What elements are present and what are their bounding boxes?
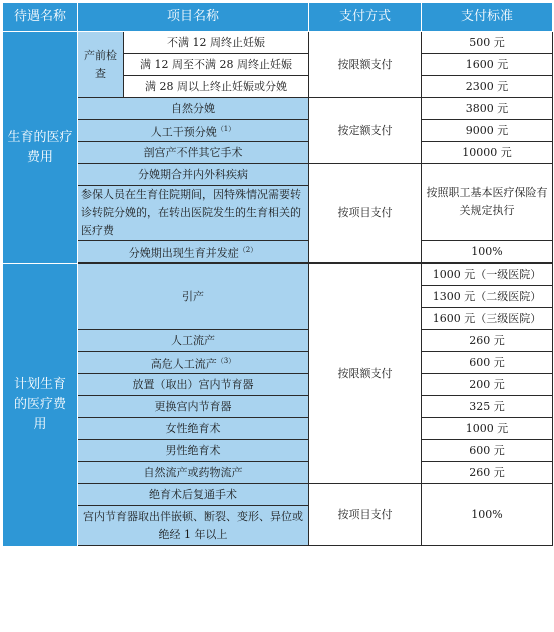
- table-row: [3, 164, 553, 186]
- payment-standard: 1000 元（一级医院）: [422, 264, 553, 286]
- payment-standard: 10000 元: [422, 142, 553, 164]
- payment-standard: 600 元: [422, 352, 553, 374]
- payment-standard: 3800 元: [422, 98, 553, 120]
- item-name: 自然流产或药物流产: [78, 462, 309, 484]
- item-name: 分娩期出现生育并发症$^{(2)}$: [78, 241, 309, 263]
- payment-method: 按限额支付: [309, 264, 422, 484]
- payment-standard: 600 元: [422, 440, 553, 462]
- payment-standard: 260 元: [422, 462, 553, 484]
- item-name: 绝育术后复通手术: [78, 484, 309, 506]
- item-name: 参保人员在生育住院期间，因特殊情况需要转诊转院分娩的，在转出医院发生的生育相关的医疗费: [78, 186, 309, 241]
- footnote-mark: （2）: [238, 245, 258, 254]
- item-name: 放置（取出）宫内节育器: [78, 374, 309, 396]
- table-row: [3, 330, 553, 352]
- table-row: [3, 120, 553, 142]
- item-name: 宫内节育器取出伴嵌顿、断裂、变形、异位或绝经 1 年以上: [78, 506, 309, 546]
- payment-method: 按限额支付: [309, 32, 422, 98]
- category-family-planning: 计划生育的医疗费用: [3, 264, 78, 547]
- table-row: [3, 546, 553, 547]
- table-row: [3, 396, 553, 418]
- table-row: [3, 352, 553, 374]
- table-row: [3, 462, 553, 484]
- item-name: 自然分娩: [78, 98, 309, 120]
- payment-standard: 500 元: [422, 32, 553, 54]
- payment-standard: 100%: [422, 484, 553, 546]
- item-name: 男性绝育术: [78, 440, 309, 462]
- table-row: [3, 374, 553, 396]
- table-row: [3, 142, 553, 164]
- category-maternity: 生育的医疗费用: [3, 32, 78, 264]
- payment-standard: 1000 元: [422, 418, 553, 440]
- payment-standard: 2300 元: [422, 76, 553, 98]
- footnote-mark: （1）: [216, 124, 236, 133]
- table-row: [3, 264, 553, 286]
- table-row: [3, 98, 553, 120]
- item-name: 满 12 周至不满 28 周终止妊娠: [124, 54, 309, 76]
- item-name: 人工流产: [78, 330, 309, 352]
- table-row: [3, 484, 553, 506]
- footnote-mark: （3）: [216, 356, 236, 365]
- payment-standard: 260 元: [422, 330, 553, 352]
- header-payment-standard: 支付标准: [422, 3, 553, 32]
- item-name: 更换宫内节育器: [78, 396, 309, 418]
- header-row: [3, 3, 553, 32]
- payment-standard: 按照职工基本医疗保险有关规定执行: [422, 164, 553, 241]
- table-row: [3, 440, 553, 462]
- item-name: 高危人工流产$^{(3)}$: [78, 352, 309, 374]
- table-row: [3, 241, 553, 263]
- item-name: 分娩期合并内外科疾病: [78, 164, 309, 186]
- header-item-name: 项目名称: [78, 3, 309, 32]
- table-row: [3, 32, 553, 54]
- item-name: 不满 12 周终止妊娠: [124, 32, 309, 54]
- item-name: 剖宫产不伴其它手术: [78, 142, 309, 164]
- header-payment-method: 支付方式: [309, 3, 422, 32]
- payment-standard: 1300 元（二级医院）: [422, 286, 553, 308]
- item-name: 女性绝育术: [78, 418, 309, 440]
- item-name: 人工干预分娩$^{(1)}$: [78, 120, 309, 142]
- item-name: 满 28 周以上终止妊娠或分娩: [124, 76, 309, 98]
- payment-standard: 100%: [422, 241, 553, 263]
- benefits-table: [2, 2, 553, 547]
- payment-standard: 200 元: [422, 374, 553, 396]
- payment-standard: 9000 元: [422, 120, 553, 142]
- payment-standard: 1600 元: [422, 54, 553, 76]
- payment-method: 按项目支付: [309, 484, 422, 546]
- payment-method: 按定额支付: [309, 98, 422, 164]
- payment-method: 按项目支付: [309, 164, 422, 263]
- payment-standard: 325 元: [422, 396, 553, 418]
- prenatal-label: 产前检查: [78, 32, 124, 98]
- payment-standard: 1600 元（三级医院）: [422, 308, 553, 330]
- header-benefit-name: 待遇名称: [3, 3, 78, 32]
- table-row: [3, 418, 553, 440]
- item-name: 引产: [78, 264, 309, 330]
